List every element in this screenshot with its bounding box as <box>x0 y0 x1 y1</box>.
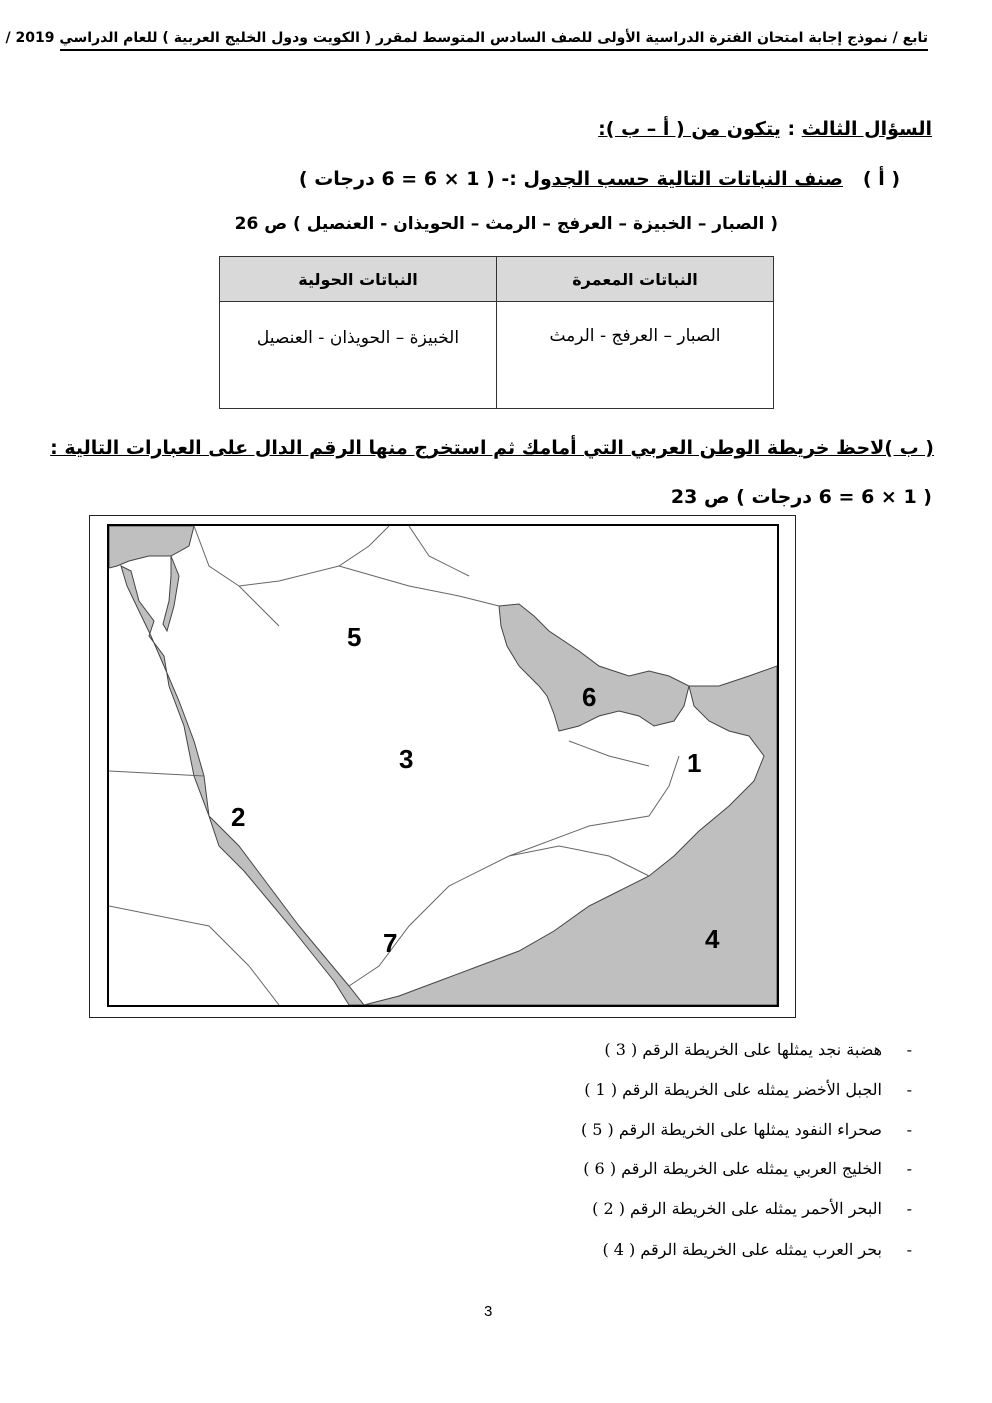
statement-text: البحر الأحمر يمثله على الخريطة الرقم ( 2 ) <box>592 1199 882 1218</box>
statement-item <box>592 1199 912 1218</box>
plant-list: ( الصبار – الخبيزة – العرفج – الرمث – الحويذان - العنصيل ) ص 26 <box>234 214 778 234</box>
table-header-row <box>220 257 774 302</box>
statement-dash: - <box>906 1159 912 1178</box>
plants-table <box>219 256 774 409</box>
statement-dash: - <box>906 1240 912 1259</box>
statement-text: الجبل الأخضر يمثله على الخريطة الرقم ( 1 ) <box>584 1080 882 1099</box>
part-a-instruction <box>299 168 900 190</box>
map-label-5: 5 <box>347 622 362 652</box>
statement-item <box>602 1240 912 1259</box>
map-frame <box>89 515 796 1018</box>
question-subtitle: يتكون من ( أ – ب ): <box>598 118 781 140</box>
statement-text: هضبة نجد يمثلها على الخريطة الرقم ( 3 ) <box>604 1040 882 1059</box>
statement-text: الخليج العربي يمثله على الخريطة الرقم ( 6 ) <box>583 1159 882 1178</box>
table-header-annual: النباتات الحولية <box>220 257 497 302</box>
statement-text: صحراء النفود يمثلها على الخريطة الرقم ( 5 ) <box>580 1120 882 1139</box>
statement-dash: - <box>906 1199 912 1218</box>
statement-item <box>580 1120 912 1139</box>
part-b-instruction: ( ب )لاحظ خريطة الوطن العربي التي أمامك ثم استخرج منها الرقم الدال على العبارات التالية : <box>50 437 934 459</box>
statement-dash: - <box>906 1080 912 1099</box>
map-svg <box>109 526 777 1005</box>
statement-item <box>583 1159 912 1178</box>
map-label-7: 7 <box>383 928 398 958</box>
part-a-marks: :- ( 1 × 6 = 6 درجات ) <box>298 168 524 190</box>
map-label-4: 4 <box>705 924 720 954</box>
table-cell-annual: الخبيزة – الحويذان - العنصيل <box>220 302 497 409</box>
statement-item <box>584 1080 912 1099</box>
arabia-map <box>107 524 779 1007</box>
map-label-1: 1 <box>687 748 702 778</box>
table-header-perennial: النباتات المعمرة <box>497 257 774 302</box>
statement-text: بحر العرب يمثله على الخريطة الرقم ( 4 ) <box>602 1240 882 1259</box>
question-title-sep: : <box>780 118 802 140</box>
statement-dash: - <box>906 1040 912 1059</box>
statement-item <box>604 1040 912 1059</box>
gulf-of-aqaba <box>163 556 179 631</box>
red-sea <box>121 566 364 1005</box>
table-cell-perennial: الصبار – العرفج - الرمث <box>497 302 774 409</box>
question-title-label: السؤال الثالث <box>801 118 932 140</box>
table-row <box>220 302 774 409</box>
mediterranean-sea <box>109 526 194 568</box>
page-number: 3 <box>484 1303 493 1320</box>
map-label-3: 3 <box>399 744 414 774</box>
part-a-text: صنف النباتات التالية حسب الجدول <box>523 168 844 190</box>
part-b-marks: ( 1 × 6 = 6 درجات ) ص 23 <box>670 486 932 508</box>
part-a-label: ( أ ) <box>862 168 900 190</box>
map-label-6: 6 <box>582 682 597 712</box>
map-label-2: 2 <box>231 802 246 832</box>
question-title <box>598 118 932 140</box>
statement-dash: - <box>906 1120 912 1139</box>
page-header: تابع / نموذج إجابة امتحان الفترة الدراسية الأولى للصف السادس المتوسط لمقرر ( الكويت ودول الخليج العربية ) للعام الدراسي 2019 / <box>60 30 928 51</box>
